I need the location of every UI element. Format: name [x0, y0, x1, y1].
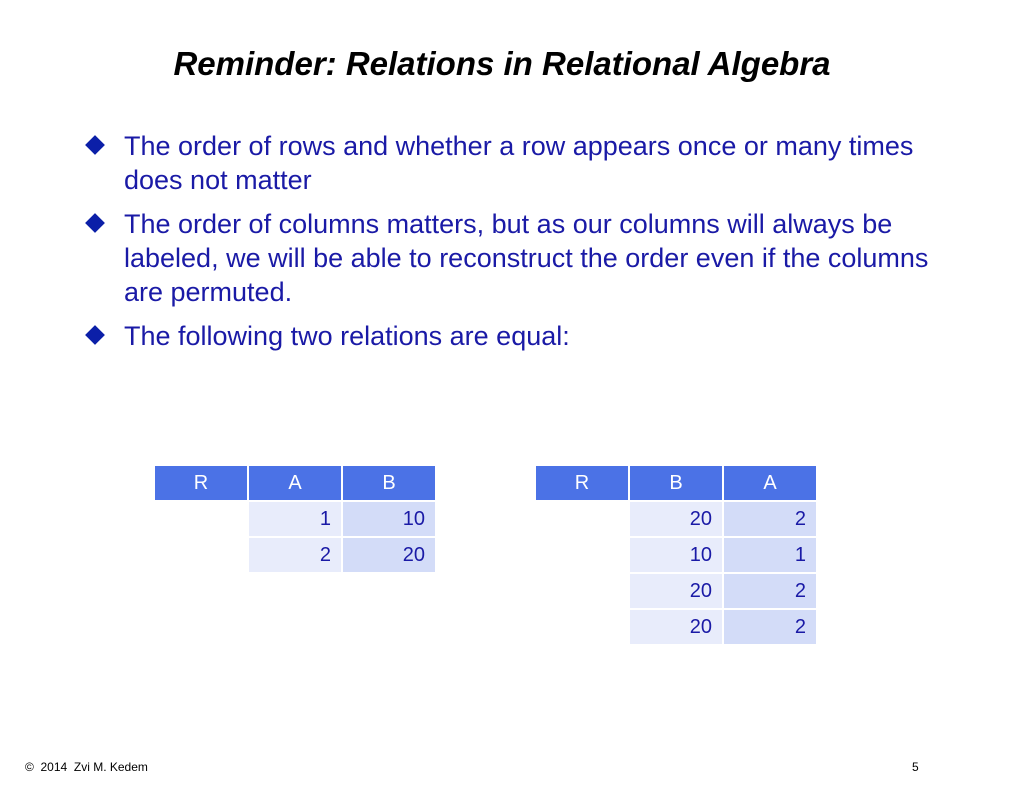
relation-table-2	[534, 464, 818, 646]
table-row	[536, 610, 816, 644]
table-cell	[536, 502, 628, 536]
table-cell: 2	[724, 574, 816, 608]
bullet-item	[84, 129, 944, 197]
bullet-item	[84, 207, 944, 309]
table-header-row	[155, 466, 435, 500]
table-cell	[536, 574, 628, 608]
table-row	[155, 538, 435, 572]
table-row	[536, 574, 816, 608]
table-cell: 20	[343, 538, 435, 572]
footer-copyright: © 2014 Zvi M. Kedem	[25, 760, 148, 774]
bullet-text: The following two relations are equal:	[124, 321, 570, 351]
table-cell	[155, 502, 247, 536]
table-cell	[155, 538, 247, 572]
diamond-bullet-icon	[85, 213, 105, 233]
table-cell: 1	[249, 502, 341, 536]
table-cell	[536, 538, 628, 572]
table-row	[155, 502, 435, 536]
table-cell	[536, 610, 628, 644]
diamond-bullet-icon	[85, 135, 105, 155]
bullet-list	[84, 129, 944, 363]
slide-title: Reminder: Relations in Relational Algebra	[173, 45, 831, 82]
table-cell: 2	[724, 502, 816, 536]
header-cell-r: R	[155, 466, 247, 500]
header-cell-b: B	[343, 466, 435, 500]
bullet-text: The order of columns matters, but as our columns will always be labeled, we will be able to reconstruct the order even if the columns are permuted.	[124, 209, 929, 307]
table-cell: 10	[343, 502, 435, 536]
table-row	[536, 538, 816, 572]
table-cell: 20	[630, 574, 722, 608]
header-cell-b: B	[630, 466, 722, 500]
table-cell: 2	[249, 538, 341, 572]
header-cell-a: A	[249, 466, 341, 500]
bullet-item	[84, 319, 944, 353]
table-header-row	[536, 466, 816, 500]
header-cell-a: A	[724, 466, 816, 500]
table-cell: 20	[630, 610, 722, 644]
table-cell: 2	[724, 610, 816, 644]
table-cell: 1	[724, 538, 816, 572]
bullet-text: The order of rows and whether a row appears once or many times does not matter	[124, 131, 914, 195]
header-cell-r: R	[536, 466, 628, 500]
table-cell: 10	[630, 538, 722, 572]
footer-page-number: 5	[912, 760, 919, 774]
diamond-bullet-icon	[85, 325, 105, 345]
table-row	[536, 502, 816, 536]
table-cell: 20	[630, 502, 722, 536]
relation-table-1	[153, 464, 437, 574]
